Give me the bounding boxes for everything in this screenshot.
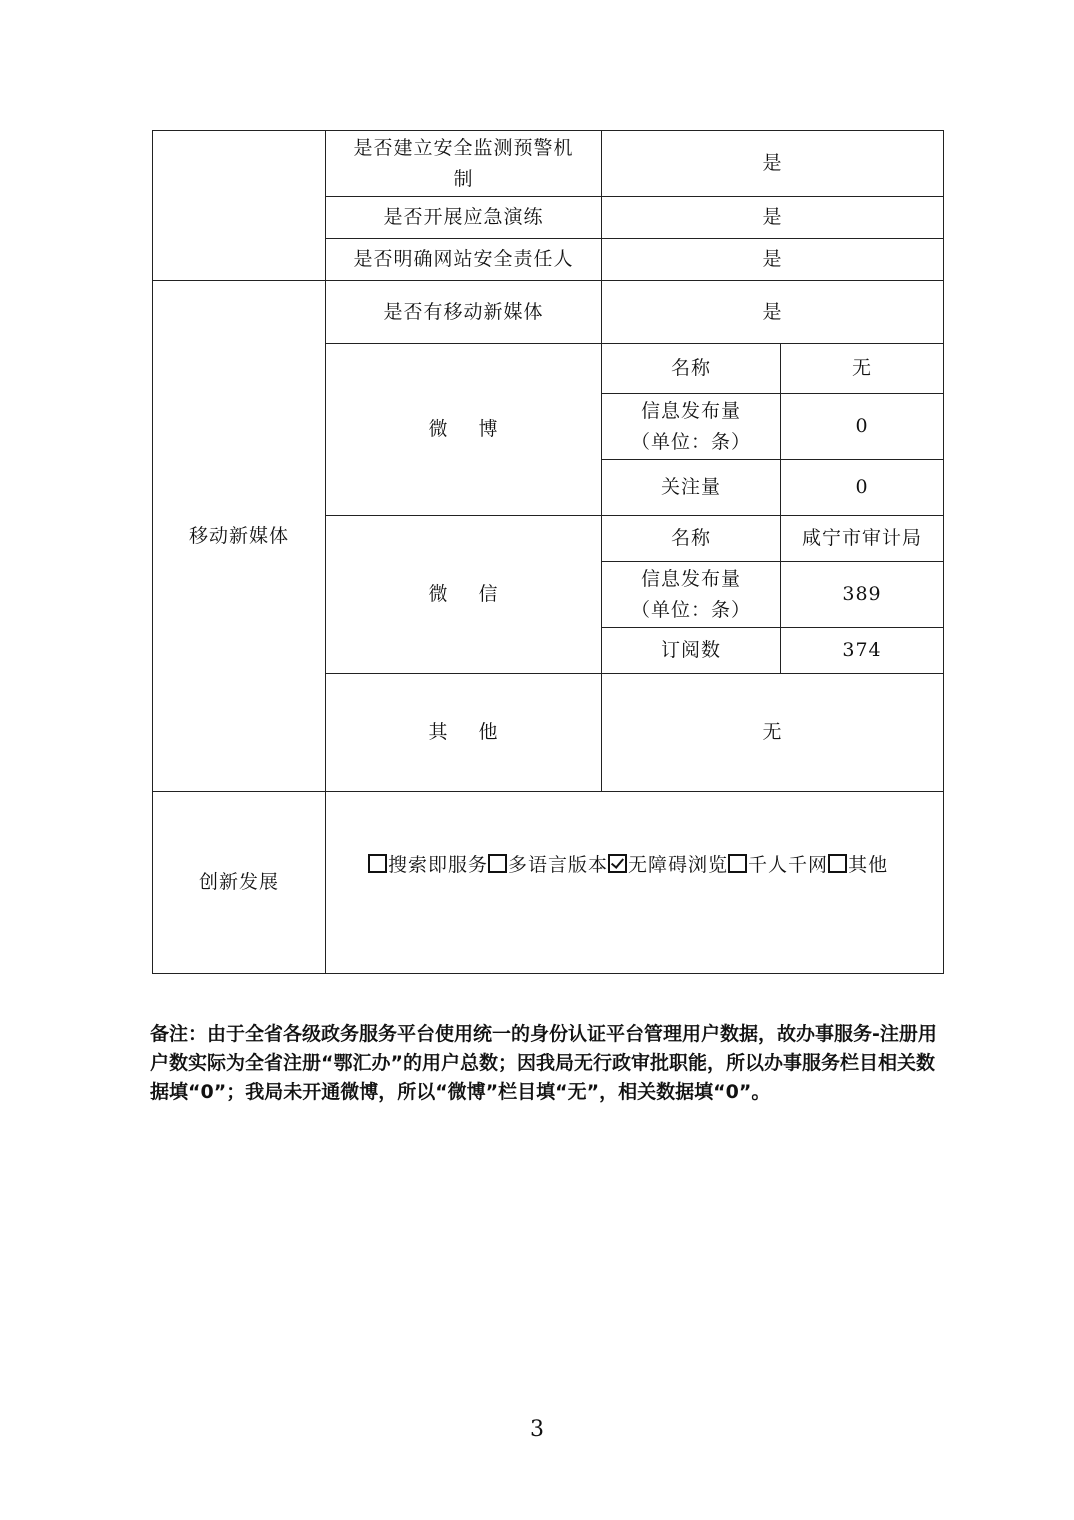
security-monitoring-label: 是否建立安全监测预警机制 [326, 131, 602, 197]
weibo-label-part2: 博 [478, 418, 499, 440]
weibo-followers-value: 0 [781, 460, 944, 516]
option-other[interactable] [828, 854, 888, 876]
weibo-label [326, 344, 602, 516]
other-media-label [326, 674, 602, 792]
unchecked-checkbox-icon[interactable] [368, 854, 387, 873]
table-row [153, 792, 944, 974]
option-label: 千人千网 [748, 854, 829, 876]
has-mobile-media-value: 是 [602, 281, 944, 344]
weibo-followers-label: 关注量 [602, 460, 781, 516]
wechat-posts-label [602, 562, 781, 628]
table-row [153, 131, 944, 197]
table-row [153, 281, 944, 344]
checked-checkbox-icon[interactable] [608, 854, 627, 873]
mobile-media-section-label: 移动新媒体 [153, 281, 326, 792]
weibo-posts-unit: （单位：条） [630, 430, 751, 453]
security-owner-label: 是否明确网站安全责任人 [326, 239, 602, 281]
weibo-name-label: 名称 [602, 344, 781, 394]
emergency-drill-value: 是 [602, 197, 944, 239]
wechat-posts-label-text: 信息发布量 [640, 567, 741, 590]
wechat-label-part2: 信 [478, 583, 499, 605]
unchecked-checkbox-icon[interactable] [728, 854, 747, 873]
wechat-posts-value: 389 [781, 562, 944, 628]
option-label: 搜索即服务 [388, 854, 489, 876]
other-media-value: 无 [602, 674, 944, 792]
unchecked-checkbox-icon[interactable] [828, 854, 847, 873]
wechat-label-part1: 微 [428, 583, 449, 605]
option-label: 多语言版本 [508, 854, 609, 876]
security-owner-value: 是 [602, 239, 944, 281]
remarks-note: 备注：由于全省各级政务服务平台使用统一的身份认证平台管理用户数据，故办事服务-注册用户数实际为全省注册“鄂汇办”的用户总数；因我局无行政审批职能，所以办事服务栏目相关数据填“0”；我局未开通微博，所以“微博”栏目填“无”，相关数据填“0”。 [150, 1023, 937, 1103]
innovation-section-label: 创新发展 [153, 792, 326, 974]
innovation-options [326, 792, 944, 974]
wechat-name-value: 咸宁市审计局 [781, 516, 944, 562]
other-label-part1: 其 [428, 721, 449, 743]
option-search-service[interactable] [368, 854, 488, 876]
option-personalized[interactable] [728, 854, 828, 876]
option-multilingual[interactable] [488, 854, 608, 876]
wechat-subscribers-label: 订阅数 [602, 628, 781, 674]
wechat-posts-unit: （单位：条） [630, 598, 751, 621]
weibo-label-part1: 微 [428, 418, 449, 440]
weibo-posts-label-text: 信息发布量 [640, 399, 741, 422]
option-label: 无障碍浏览 [628, 854, 729, 876]
wechat-subscribers-value: 374 [781, 628, 944, 674]
has-mobile-media-label: 是否有移动新媒体 [326, 281, 602, 344]
security-section-cell [153, 131, 326, 281]
weibo-name-value: 无 [781, 344, 944, 394]
option-accessibility[interactable] [608, 854, 728, 876]
emergency-drill-label: 是否开展应急演练 [326, 197, 602, 239]
page-number: 3 [530, 1417, 544, 1442]
weibo-posts-label [602, 394, 781, 460]
statistics-table [152, 130, 944, 974]
option-label: 其他 [848, 854, 889, 876]
wechat-label [326, 516, 602, 674]
wechat-name-label: 名称 [602, 516, 781, 562]
unchecked-checkbox-icon[interactable] [488, 854, 507, 873]
weibo-posts-value: 0 [781, 394, 944, 460]
other-label-part2: 他 [478, 721, 499, 743]
security-monitoring-value: 是 [602, 131, 944, 197]
